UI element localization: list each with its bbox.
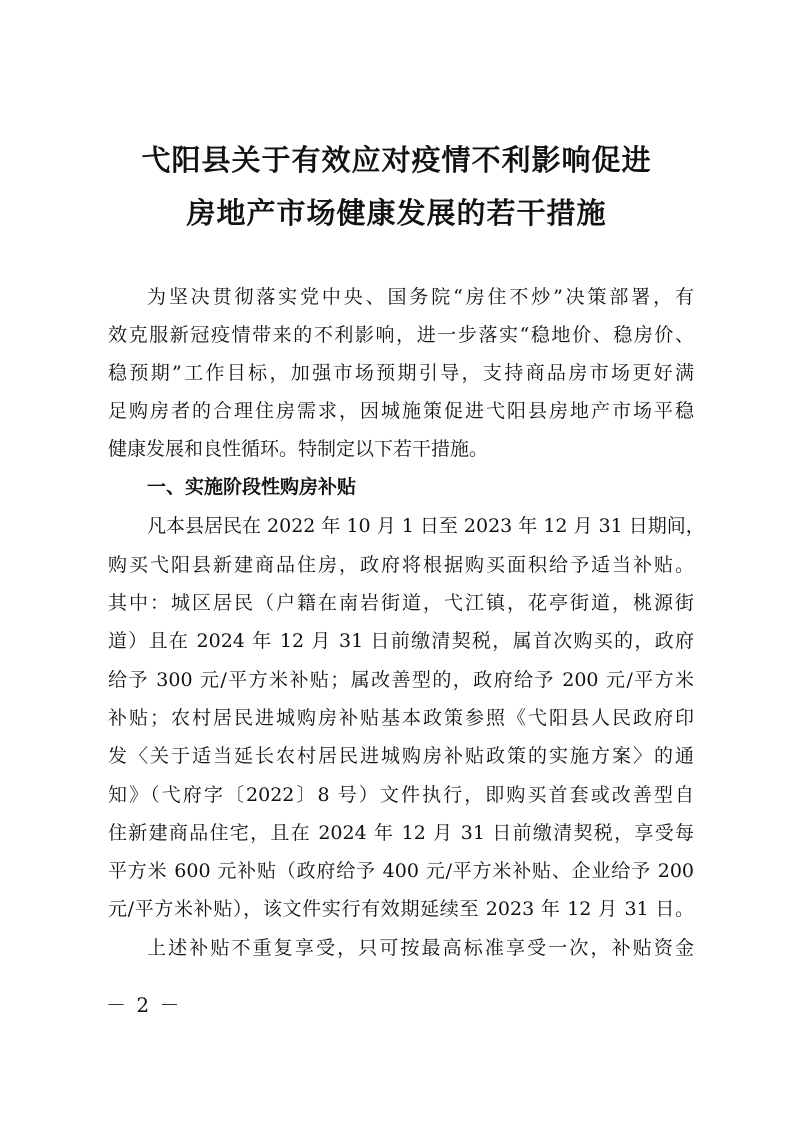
section-paragraph-line: 平方米 600 元补贴（政府给予 400 元/平方米补贴、企业给予 200	[108, 860, 694, 882]
document-title-line-1: 弋阳县关于有效应对疫情不利影响促进	[141, 143, 652, 177]
section-paragraph-line: 住新建商品住宅，且在 2024 年 12 月 31 日前缴清契税，享受每	[108, 822, 694, 844]
section-paragraph-line: 购买弋阳县新建商品住房，政府将根据购买面积给予适当补贴。	[108, 554, 694, 576]
page-number: － 2 －	[106, 993, 182, 1017]
section-paragraph-line: 补贴；农村居民进城购房补贴基本政策参照《弋阳县人民政府印	[108, 707, 694, 729]
section-paragraph-line: 道）且在 2024 年 12 月 31 日前缴清契税，属首次购买的，政府	[108, 630, 694, 652]
closing-paragraph-line: 上述补贴不重复享受，只可按最高标准享受一次，补贴资金	[147, 937, 694, 959]
intro-paragraph-line: 健康发展和良性循环。特制定以下若干措施。	[108, 438, 489, 460]
section-paragraph-line: 发〈关于适当延长农村居民进城购房补贴政策的实施方案〉的通	[108, 745, 694, 767]
section-paragraph-line: 元/平方米补贴），该文件实行有效期延续至 2023 年 12 月 31 日。	[108, 898, 694, 920]
section-paragraph-line: 给予 300 元/平方米补贴；属改善型的，政府给予 200 元/平方米	[108, 669, 694, 691]
section-paragraph-line: 凡本县居民在 2022 年 10 月 1 日至 2023 年 12 月 31 日期间，	[147, 515, 705, 537]
intro-paragraph-line: 稳预期”工作目标，加强市场预期引导，支持商品房市场更好满	[108, 362, 694, 384]
intro-paragraph-line: 足购房者的合理住房需求，因城施策促进弋阳县房地产市场平稳	[108, 400, 694, 422]
section-paragraph-line: 其中：城区居民（户籍在南岩街道，弋江镇，花亭街道，桃源街	[108, 592, 694, 614]
section-paragraph-line: 知》（弋府字〔2022〕8 号）文件执行，即购买首套或改善型自	[108, 784, 694, 806]
intro-paragraph-line: 效克服新冠疫情带来的不利影响，进一步落实“稳地价、稳房价、	[108, 324, 694, 346]
intro-paragraph-line: 为坚决贯彻落实党中央、国务院“房住不炒”决策部署，有	[147, 286, 694, 308]
section-heading: 一、实施阶段性购房补贴	[147, 476, 357, 498]
document-title-line-2: 房地产市场健康发展的若干措施	[186, 196, 607, 230]
